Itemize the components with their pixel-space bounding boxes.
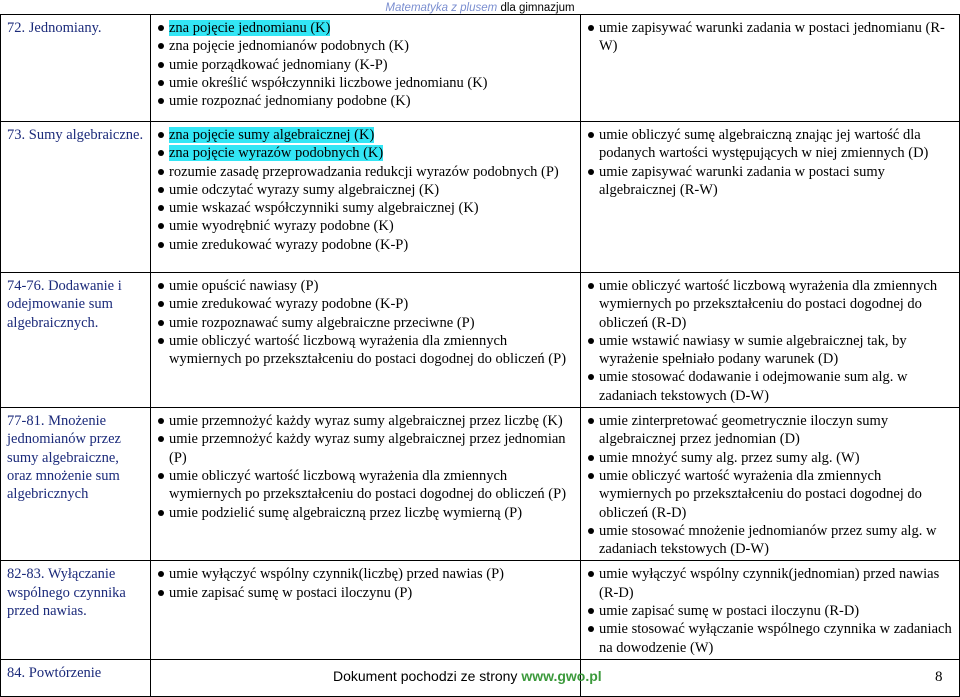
requirement-text: umie zapisywać warunki zadania w postaci jednomianu (R-W) — [599, 20, 945, 55]
requirement-text: umie przemnożyć każdy wyraz sumy algebraicznej przez jednomian (P) — [169, 431, 566, 466]
topic-cell — [1, 273, 151, 408]
topic-cell — [1, 659, 151, 696]
extended-requirements-cell-list — [587, 19, 956, 56]
requirement-text: umie zapisać sumę w postaci iloczynu (R-D) — [599, 603, 860, 620]
list-item — [157, 504, 577, 522]
basic-requirements-cell — [151, 408, 581, 561]
basic-requirements-cell-list — [157, 126, 577, 254]
list-item — [587, 467, 956, 522]
list-item — [587, 449, 956, 467]
requirement-text: zna pojęcie sumy algebraicznej (K) — [169, 127, 375, 143]
requirement-text: umie opuścić nawiasy (P) — [169, 278, 319, 294]
header-brand: Matematyka z plusem — [385, 2, 498, 14]
list-item — [157, 332, 577, 369]
list-item — [587, 565, 956, 602]
requirement-text: umie wstawić nawiasy w sumie algebraicznej tak, by wyrażenie spełniało podany warunek (D) — [599, 332, 907, 368]
list-item — [157, 565, 577, 583]
requirement-text: umie zredukować wyrazy podobne (K-P) — [169, 236, 409, 253]
page-number: 8 — [935, 669, 943, 685]
basic-requirements-cell — [151, 561, 581, 659]
list-item — [587, 19, 956, 56]
table-row — [1, 561, 960, 659]
list-item — [157, 92, 577, 110]
footer-text: Dokument pochodzi ze strony — [333, 668, 522, 684]
topic-label: 72. Jednomiany. — [7, 20, 102, 36]
basic-requirements-cell — [151, 273, 581, 408]
list-item — [587, 522, 956, 559]
extended-requirements-cell-list — [587, 412, 956, 558]
topic-cell — [1, 122, 151, 273]
list-item — [587, 277, 956, 332]
topic-cell — [1, 561, 151, 659]
requirement-text: umie wyłączyć wspólny czynnik(liczbę) przed nawias (P) — [169, 566, 504, 583]
header-suffix: dla gimnazjum — [497, 2, 575, 14]
requirement-text: umie mnożyć sumy alg. przez sumy alg. (W) — [599, 449, 860, 466]
requirement-text: umie stosować wyłączanie wspólnego czynnika w zadaniach na dowodzenie (W) — [599, 621, 952, 656]
requirement-text: umie podzielić sumę algebraiczną przez liczbę wymierną (P) — [169, 504, 523, 521]
list-item — [587, 412, 956, 449]
requirement-text: umie zinterpretować geometrycznie iloczyn sumy algebraicznej przez jednomian (D) — [599, 413, 889, 448]
list-item — [157, 217, 577, 235]
list-item — [157, 144, 577, 162]
extended-requirements-cell-list — [587, 565, 956, 656]
list-item — [157, 163, 577, 181]
list-item — [157, 37, 577, 55]
topic-label: 82-83. Wyłączanie wspólnego czynnika przed nawias. — [7, 566, 126, 620]
list-item — [157, 74, 577, 92]
requirement-text: umie obliczyć wartość liczbową wyrażenia dla zmiennych wymiernych po przekształceniu do postaci dogodnej do obliczeń (P) — [169, 332, 567, 368]
requirement-text: umie obliczyć wartość liczbową wyrażenia dla zmiennych wymiernych po przekształceniu do postaci dogodnej do obliczeń (P) — [169, 467, 567, 503]
basic-requirements-cell-list — [157, 565, 577, 602]
requirement-text: umie wskazać współczynniki sumy algebraicznej (K) — [169, 200, 479, 217]
extended-requirements-cell-list — [587, 277, 956, 405]
table-row — [1, 273, 960, 408]
requirement-text: umie zapisać sumę w postaci iloczynu (P) — [169, 584, 413, 601]
list-item — [157, 584, 577, 602]
table-row — [1, 122, 960, 273]
list-item — [587, 602, 956, 620]
basic-requirements-cell — [151, 15, 581, 122]
basic-requirements-cell-list — [157, 412, 577, 522]
list-item — [157, 430, 577, 467]
requirement-text: umie obliczyć wartość liczbową wyrażenia dla zmiennych wymiernych po przekształceniu do postaci dogodnej do obliczeń (R-D) — [599, 278, 938, 331]
topic-cell — [1, 408, 151, 561]
requirement-text: umie odczytać wyrazy sumy algebraicznej (K) — [169, 181, 440, 198]
requirement-text: umie stosować dodawanie i odejmowanie sum alg. w zadaniach tekstowych (D-W) — [599, 369, 908, 404]
requirements-table-body — [1, 15, 960, 697]
list-item — [157, 181, 577, 199]
requirement-text: umie wyłączyć wspólny czynnik(jednomian) przed nawias (R-D) — [599, 566, 940, 601]
requirement-text: umie zapisywać warunki zadania w postaci sumy algebraicznej (R-W) — [599, 163, 885, 198]
basic-requirements-cell — [151, 122, 581, 273]
running-header — [0, 1, 960, 15]
requirement-text: rozumie zasadę przeprowadzania redukcji wyrazów podobnych (P) — [169, 163, 559, 180]
basic-requirements-cell-list — [157, 19, 577, 110]
requirement-text: umie porządkować jednomiany (K-P) — [169, 56, 388, 73]
extended-requirements-cell — [581, 273, 960, 408]
extended-requirements-cell — [581, 561, 960, 659]
extended-requirements-cell — [581, 122, 960, 273]
topic-label: 73. Sumy algebraiczne. — [7, 127, 144, 143]
list-item — [157, 277, 577, 295]
requirements-table — [0, 14, 960, 697]
requirement-text: umie rozpoznawać sumy algebraiczne przeciwne (P) — [169, 314, 475, 331]
requirement-text: umie obliczyć sumę algebraiczną znając jej wartość dla podanych wartości występujących w niej zmiennych (D) — [599, 127, 929, 162]
list-item — [157, 126, 577, 144]
requirement-text: umie przemnożyć każdy wyraz sumy algebraicznej przez liczbę (K) — [169, 413, 563, 430]
list-item — [157, 412, 577, 430]
list-item — [587, 368, 956, 405]
topic-label: 77-81. Mnożenie jednomianów przez sumy algebraiczne, oraz mnożenie sum algebricznych — [7, 413, 121, 503]
topic-label: 74-76. Dodawanie i odejmowanie sum algebraicznych. — [7, 278, 122, 331]
requirement-text: umie zredukować wyrazy podobne (K-P) — [169, 296, 409, 313]
list-item — [157, 199, 577, 217]
footer — [333, 668, 602, 684]
extended-requirements-cell — [581, 659, 960, 696]
list-item — [157, 295, 577, 313]
list-item — [587, 163, 956, 200]
list-item — [157, 236, 577, 254]
requirement-text: umie stosować mnożenie jednomianów przez sumy alg. w zadaniach tekstowych (D-W) — [599, 522, 937, 558]
requirement-text: umie rozpoznać jednomiany podobne (K) — [169, 93, 411, 110]
requirement-text: zna pojęcie jednomianów podobnych (K) — [169, 38, 409, 55]
list-item — [157, 467, 577, 504]
requirement-text: zna pojęcie wyrazów podobnych (K) — [169, 145, 384, 162]
list-item — [157, 19, 577, 37]
requirement-text: umie obliczyć wartość wyrażenia dla zmiennych wymiernych po przekształceniu do postaci dogodnej do obliczeń (R-D) — [599, 467, 922, 521]
list-item — [587, 620, 956, 657]
extended-requirements-cell — [581, 15, 960, 122]
table-row — [1, 15, 960, 122]
list-item — [157, 314, 577, 332]
extended-requirements-cell — [581, 408, 960, 561]
requirement-text: umie wyodrębnić wyrazy podobne (K) — [169, 218, 394, 235]
topic-label: 84. Powtórzenie — [7, 664, 102, 681]
topic-cell — [1, 15, 151, 122]
requirement-text: zna pojęcie jednomianu (K) — [169, 20, 331, 36]
extended-requirements-cell-list — [587, 126, 956, 199]
list-item — [587, 332, 956, 369]
basic-requirements-cell-list — [157, 277, 577, 368]
footer-site-link[interactable]: www.gwo.pl — [521, 668, 602, 684]
table-row — [1, 408, 960, 561]
list-item — [587, 126, 956, 163]
requirement-text: umie określić współczynniki liczbowe jednomianu (K) — [169, 74, 488, 91]
list-item — [157, 56, 577, 74]
